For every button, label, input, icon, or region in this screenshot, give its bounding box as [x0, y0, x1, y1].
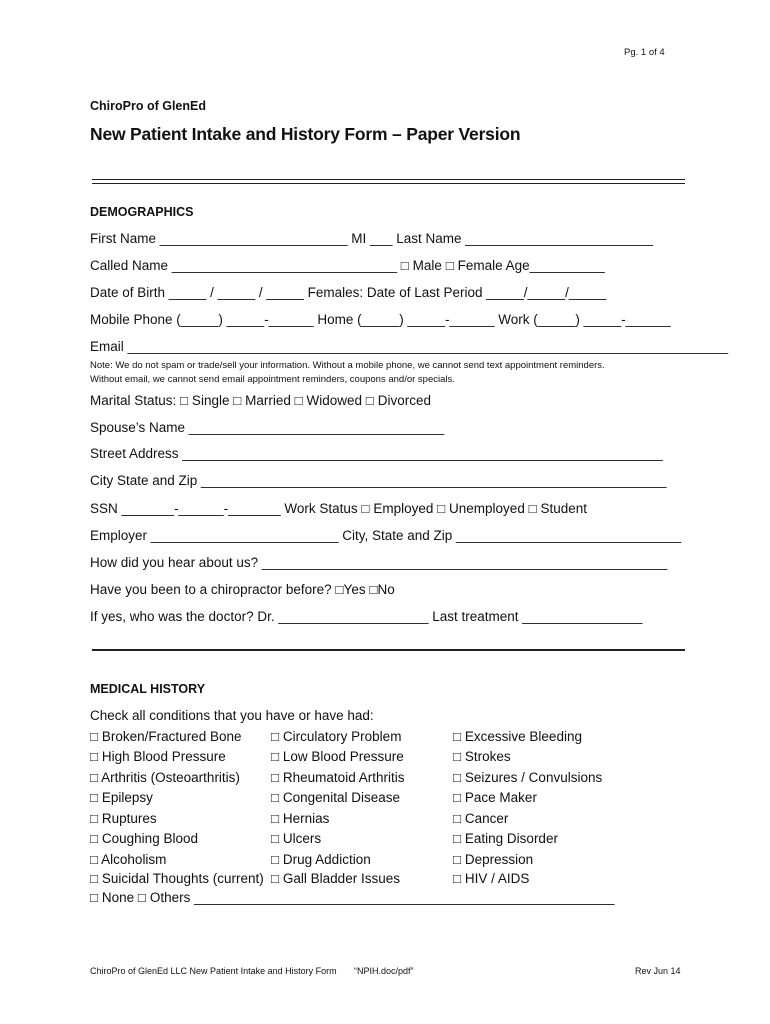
condition-checkbox[interactable]: □ High Blood Pressure [90, 749, 226, 764]
condition-checkbox[interactable]: □ Seizures / Convulsions [453, 770, 603, 785]
condition-checkbox[interactable]: □ Circulatory Problem [271, 729, 402, 744]
condition-checkbox[interactable]: □ Cancer [453, 811, 509, 826]
email-line[interactable]: Email ________________________________________________________________________________ [90, 339, 729, 354]
street-address-line[interactable]: Street Address ________________________________________________________________ [90, 446, 663, 461]
called-name-gender-age-line[interactable]: Called Name ______________________________ □ Male □ Female Age__________ [90, 258, 605, 273]
referral-source-line[interactable]: How did you hear about us? ______________________________________________________ [90, 555, 668, 570]
demographics-heading: DEMOGRAPHICS [90, 205, 194, 219]
date-of-birth-line[interactable]: Date of Birth _____ / _____ / _____ Females: Date of Last Period _____/_____/_____ [90, 285, 607, 300]
phone-line[interactable]: Mobile Phone (_____) _____-______ Home (_____) _____-______ Work (_____) _____-______ [90, 312, 671, 327]
condition-checkbox[interactable]: □ Hernias [271, 811, 330, 826]
condition-checkbox[interactable]: □ Depression [453, 852, 534, 867]
marital-status-line[interactable]: Marital Status: □ Single □ Married □ Widowed □ Divorced [90, 393, 431, 408]
condition-checkbox[interactable]: □ Strokes [453, 749, 511, 764]
condition-checkbox[interactable]: □ Broken/Fractured Bone [90, 729, 242, 744]
employer-line[interactable]: Employer _________________________ City, State and Zip ______________________________ [90, 528, 682, 543]
condition-checkbox[interactable]: □ Congenital Disease [271, 790, 400, 805]
company-name: ChiroPro of GlenEd [90, 99, 206, 113]
condition-checkbox[interactable]: □ Pace Maker [453, 790, 537, 805]
form-title: New Patient Intake and History Form – Paper Version [90, 124, 521, 144]
condition-checkbox[interactable]: □ Excessive Bleeding [453, 729, 582, 744]
previous-chiropractor-line[interactable]: Have you been to a chiropractor before? □Yes □No [90, 582, 395, 597]
condition-checkbox[interactable]: □ Arthritis (Osteoarthritis) [90, 770, 240, 785]
condition-checkbox[interactable]: □ Drug Addiction [271, 852, 371, 867]
spouse-name-line[interactable]: Spouse’s Name __________________________________ [90, 420, 445, 435]
condition-checkbox[interactable]: □ Eating Disorder [453, 831, 558, 846]
privacy-note-1: Note: We do not spam or trade/sell your information. Without a mobile phone, we cannot send text appointment reminders. [90, 360, 605, 371]
condition-checkbox[interactable]: □ Suicidal Thoughts (current) [90, 871, 264, 886]
condition-checkbox[interactable]: □ Coughing Blood [90, 831, 198, 846]
condition-checkbox[interactable]: □ Ulcers [271, 831, 322, 846]
condition-checkbox[interactable]: □ Epilepsy [90, 790, 153, 805]
conditions-intro: Check all conditions that you have or have had: [90, 708, 374, 723]
medical-history-heading: MEDICAL HISTORY [90, 682, 206, 696]
ssn-work-status-line[interactable]: SSN _______-______-_______ Work Status □ Employed □ Unemployed □ Student [90, 501, 588, 516]
name-line[interactable]: First Name _________________________ MI ___ Last Name _________________________ [90, 231, 653, 246]
footer-file-name: “NPIH.doc/pdf” [354, 966, 414, 976]
city-state-zip-line[interactable]: City State and Zip ______________________________________________________________ [90, 473, 667, 488]
title-divider [92, 179, 685, 184]
condition-checkbox[interactable]: □ Ruptures [90, 811, 157, 826]
footer-form-name: ChiroPro of GlenEd LLC New Patient Intake and History Form [90, 966, 337, 976]
condition-checkbox[interactable]: □ Low Blood Pressure [271, 749, 404, 764]
condition-checkbox[interactable]: □ Alcoholism [90, 852, 167, 867]
section-divider [92, 649, 685, 651]
condition-checkbox[interactable]: □ Gall Bladder Issues [271, 871, 400, 886]
condition-checkbox[interactable]: □ HIV / AIDS [453, 871, 530, 886]
page-number: Pg. 1 of 4 [624, 47, 665, 58]
condition-checkbox[interactable]: □ Rheumatoid Arthritis [271, 770, 405, 785]
previous-doctor-line[interactable]: If yes, who was the doctor? Dr. ____________________ Last treatment ________________ [90, 609, 643, 624]
privacy-note-2: Without email, we cannot send email appointment reminders, coupons and/or specials. [90, 374, 455, 385]
none-others-line[interactable]: □ None □ Others ________________________________________________________ [90, 890, 615, 905]
footer-revision: Rev Jun 14 [635, 966, 681, 976]
